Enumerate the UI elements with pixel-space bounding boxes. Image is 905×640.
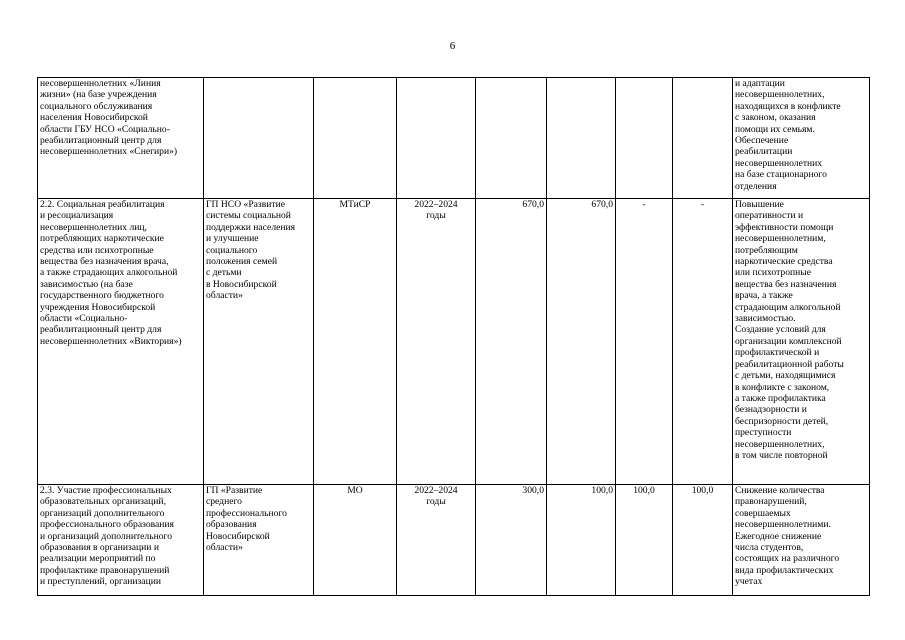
activity-cell xyxy=(38,485,204,596)
result-text: Повышение оперативности и эффективности помощи несовершеннолетним, потребляющим наркотические средства или психотропные вещества без назначения врача, а также страдающим алкогольной зависимостью. Создание условий для организации комплексной профилактической и реабилитационной работы с детьми, находящимися в конфликте с законом, а также профилактика безнадзорности и беспризорности детей, преступности несовершеннолетних, в том числе повторной xyxy=(735,199,844,461)
year-2022-cell xyxy=(547,485,616,596)
result-cell xyxy=(733,78,870,199)
result-cell xyxy=(733,485,870,596)
year-2023-cell xyxy=(616,485,673,596)
activity-cell xyxy=(38,199,204,485)
executor-cell xyxy=(314,485,397,596)
period-cell xyxy=(397,78,476,199)
result-text: и адаптации несовершеннолетних, находящихся в конфликте с законом, оказания помощи их семьям. Обеспечение реабилитации несовершеннолетних на базе стационарного отделения xyxy=(735,78,841,192)
year-2022-cell xyxy=(547,199,616,485)
year-2022-text: 670,0 xyxy=(591,199,613,210)
table-row xyxy=(38,199,870,485)
executor-cell xyxy=(314,199,397,485)
total-cell xyxy=(476,485,547,596)
year-2023-text: 100,0 xyxy=(633,485,655,496)
period-text: 2022–2024 годы xyxy=(414,485,458,508)
year-2022-text: 100,0 xyxy=(591,485,613,496)
executor-cell xyxy=(314,78,397,199)
activity-text: 2.2. Социальная реабилитация и ресоциализация несовершеннолетних лиц, потребляющих наркотические средства или психотропные вещества без назначения врача, а также страдающих алкогольной зависимостью (на базе государственного бюджетного учреждения Новосибирской области «Социально- реабилитационный центр для несовершеннолетних «Виктория») xyxy=(40,199,182,347)
activity-text: 2.3. Участие профессиональных образовательных организаций, организаций дополнительного профессионального образования и организаций дополнительного образования в организации и реализации мероприятий по профилактике правонарушений и преступлений, организации xyxy=(40,485,174,588)
table-row xyxy=(38,78,870,199)
result-text: Снижение количества правонарушений, совершаемых несовершеннолетними. Ежегодное снижение числа студентов, состоящих на различного вида профилактических учетах xyxy=(735,485,840,588)
period-text: 2022–2024 годы xyxy=(414,199,458,222)
program-text: ГП «Развитие среднего профессионального образования Новосибирской области» xyxy=(206,485,287,554)
year-2022-cell xyxy=(547,78,616,199)
year-2023-cell xyxy=(616,199,673,485)
total-cell xyxy=(476,78,547,199)
year-2024-cell xyxy=(673,78,733,199)
activity-cell xyxy=(38,78,204,199)
total-cell xyxy=(476,199,547,485)
executor-text: МО xyxy=(347,485,363,496)
program-activities-table xyxy=(37,77,870,596)
year-2024-cell xyxy=(673,485,733,596)
year-2024-text: - xyxy=(700,199,705,210)
page-number: 6 xyxy=(449,40,456,52)
total-text: 300,0 xyxy=(522,485,544,496)
year-2024-cell xyxy=(673,199,733,485)
program-cell xyxy=(204,199,314,485)
program-cell xyxy=(204,485,314,596)
program-cell xyxy=(204,78,314,199)
executor-text: МТиСР xyxy=(339,199,371,210)
table-row xyxy=(38,485,870,596)
result-cell xyxy=(733,199,870,485)
year-2024-text: 100,0 xyxy=(691,485,714,496)
period-cell xyxy=(397,199,476,485)
year-2023-text: - xyxy=(642,199,646,210)
activity-text: несовершеннолетних «Линия жизни» (на базе учреждения социального обслуживания населения Новосибирской области ГБУ НСО «Социально- реабилитационный центр для несовершеннолетних «Снегири») xyxy=(40,78,178,158)
period-cell xyxy=(397,485,476,596)
program-text: ГП НСО «Развитие системы социальной поддержки населения и улучшение социального положения семей с детьми в Новосибирской области» xyxy=(206,199,296,302)
total-text: 670,0 xyxy=(522,199,544,210)
year-2023-cell xyxy=(616,78,673,199)
